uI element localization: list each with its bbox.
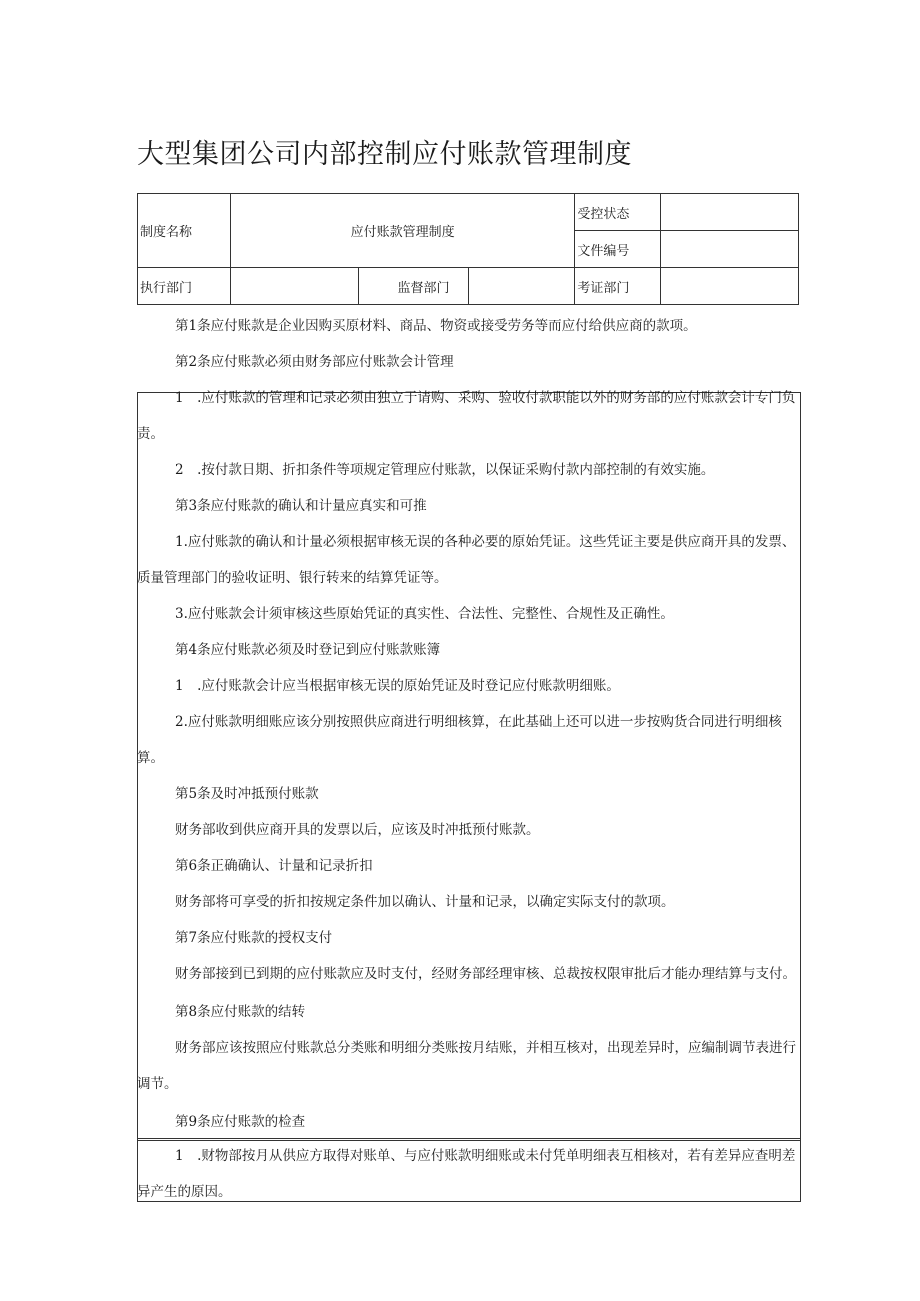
value-verify-dept — [661, 268, 799, 305]
article-1: 第1条应付账款是企业因购买原材料、商品、物资或接受劳务等而应付给供应商的款项。 — [175, 318, 697, 334]
article-6-body: 财务部将可享受的折扣按规定条件加以确认、计量和记录，以确定实际支付的款项。 — [175, 894, 675, 910]
value-control-status — [661, 194, 799, 231]
article-2-item-1: 1 .应付账款的管理和记录必须由独立于请购、采购、验收付款职能以外的财务部的应付账款会计专门负责。 — [137, 390, 796, 442]
document-info-table — [137, 193, 799, 305]
label-supervise-dept: 监督部门 — [358, 268, 468, 305]
article-7-body: 财务部接到已到期的应付账款应及时支付，经财务部经理审核、总裁按权限审批后才能办理结算与支付。 — [175, 966, 796, 982]
label-exec-dept: 执行部门 — [138, 268, 231, 305]
article-2: 第2条应付账款必须由财务部应付账款会计管理 — [175, 354, 454, 370]
article-3-item-3: 3.应付账款会计须审核这些原始凭证的真实性、合法性、完整性、合规性及正确性。 — [175, 606, 674, 622]
article-7: 第7条应付账款的授权支付 — [175, 930, 333, 946]
article-8-body: 财务部应该按照应付账款总分类账和明细分类账按月结账，并相互核对，出现差异时，应编制调节表进行调节。 — [137, 1040, 796, 1092]
article-4-item-2: 2.应付账款明细账应该分别按照供应商进行明细核算，在此基础上还可以进一步按购货合同进行明细核算。 — [137, 714, 782, 766]
article-6: 第6条正确确认、计量和记录折扣 — [175, 858, 373, 874]
article-9-item-1: 1 .财物部按月从供应方取得对账单、与应付账款明细账或未付凭单明细表互相核对，若有差异应查明差异产生的原因。 — [137, 1148, 796, 1200]
label-control-status: 受控状态 — [575, 194, 661, 231]
article-9: 第9条应付账款的检查 — [175, 1114, 306, 1130]
article-4-item-1: 1 .应付账款会计应当根据审核无误的原始凭证及时登记应付账款明细账。 — [175, 678, 620, 694]
article-4: 第4条应付账款必须及时登记到应付账款账簿 — [175, 642, 441, 658]
value-supervise-dept — [468, 268, 575, 305]
value-exec-dept — [230, 268, 358, 305]
article-2-item-2: 2 .按付款日期、折扣条件等项规定管理应付账款，以保证采购付款内部控制的有效实施。 — [175, 462, 715, 478]
label-name: 制度名称 — [138, 194, 231, 268]
label-file-no: 文件编号 — [575, 231, 661, 268]
article-5-body: 财务部收到供应商开具的发票以后，应该及时冲抵预付账款。 — [175, 822, 540, 838]
value-file-no — [661, 231, 799, 268]
article-5: 第5条及时冲抵预付账款 — [175, 786, 319, 802]
value-name: 应付账款管理制度 — [230, 194, 574, 268]
article-3: 第3条应付账款的确认和计量应真实和可推 — [175, 498, 427, 514]
page-title: 大型集团公司内部控制应付账款管理制度 — [137, 139, 632, 170]
article-3-item-1: 1.应付账款的确认和计量必须根据审核无误的各种必要的原始凭证。这些凭证主要是供应商开具的发票、质量管理部门的验收证明、银行转来的结算凭证等。 — [137, 534, 796, 586]
label-verify-dept: 考证部门 — [575, 268, 661, 305]
article-8: 第8条应付账款的结转 — [175, 1004, 306, 1020]
